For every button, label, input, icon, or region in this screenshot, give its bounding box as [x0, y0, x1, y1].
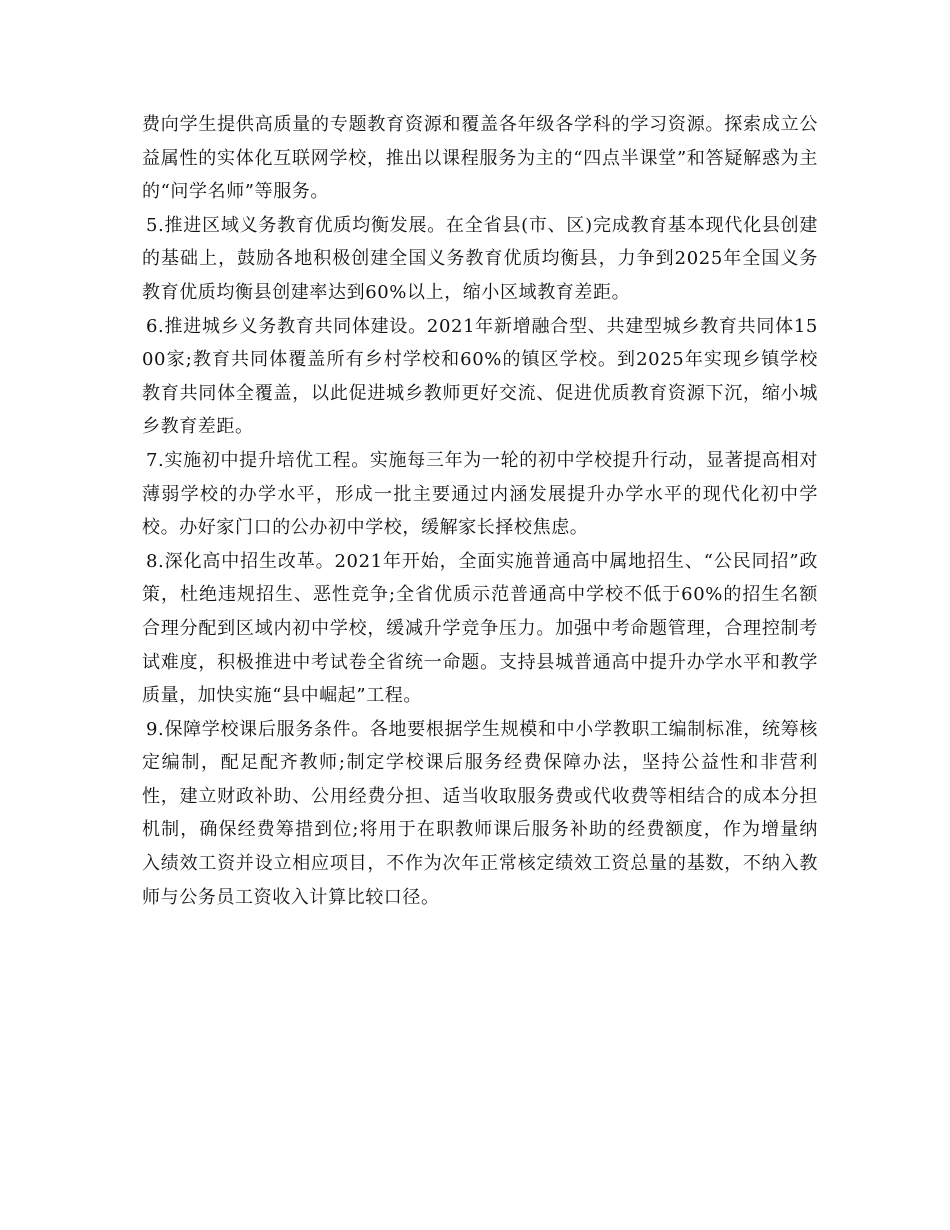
- paragraph-item-5: 5.推进区域义务教育优质均衡发展。在全省县(市、区)完成教育基本现代化县创建的基础上，鼓励各地积极创建全国义务教育优质均衡县，力争到2025年全国义务教育优质均衡县创建率达到60%以上，缩小区域教育差距。: [142, 214, 818, 303]
- paragraph-item-8: 8.深化高中招生改革。2021年开始，全面实施普通高中属地招生、“公民同招”政策，杜绝违规招生、恶性竞争;全省优质示范普通高中学校不低于60%的招生名额合理分配到区域内初中学校，缓减升学竞争压力。加强中考命题管理，合理控制考试难度，积极推进中考试卷全省统一命题。支持县城普通高中提升办学水平和教学质量，加快实施“县中崛起”工程。: [142, 550, 818, 707]
- document-page: [142, 108, 818, 914]
- paragraph-continuation: 费向学生提供高质量的专题教育资源和覆盖各年级各学科的学习资源。探索成立公益属性的实体化互联网学校，推出以课程服务为主的“四点半课堂”和答疑解惑为主的“问学名师”等服务。: [142, 114, 818, 203]
- paragraph-item-7: 7.实施初中提升培优工程。实施每三年为一轮的初中学校提升行动，显著提高相对薄弱学校的办学水平，形成一批主要通过内涵发展提升办学水平的现代化初中学校。办好家门口的公办初中学校，缓解家长择校焦虑。: [142, 449, 818, 539]
- paragraph-item-6: 6.推进城乡义务教育共同体建设。2021年新增融合型、共建型城乡教育共同体1500家;教育共同体覆盖所有乡村学校和60%的镇区学校。到2025年实现乡镇学校教育共同体全覆盖，以此促进城乡教师更好交流、促进优质教育资源下沉，缩小城乡教育差距。: [142, 315, 818, 438]
- paragraph-item-9: 9.保障学校课后服务条件。各地要根据学生规模和中小学教职工编制标准，统筹核定编制，配足配齐教师;制定学校课后服务经费保障办法，坚持公益性和非营利性，建立财政补助、公用经费分担、适当收取服务费或代收费等相结合的成本分担机制，确保经费筹措到位;将用于在职教师课后服务补助的经费额度，作为增量纳入绩效工资并设立相应项目，不作为次年正常核定绩效工资总量的基数，不纳入教师与公务员工资收入计算比较口径。: [142, 718, 818, 908]
